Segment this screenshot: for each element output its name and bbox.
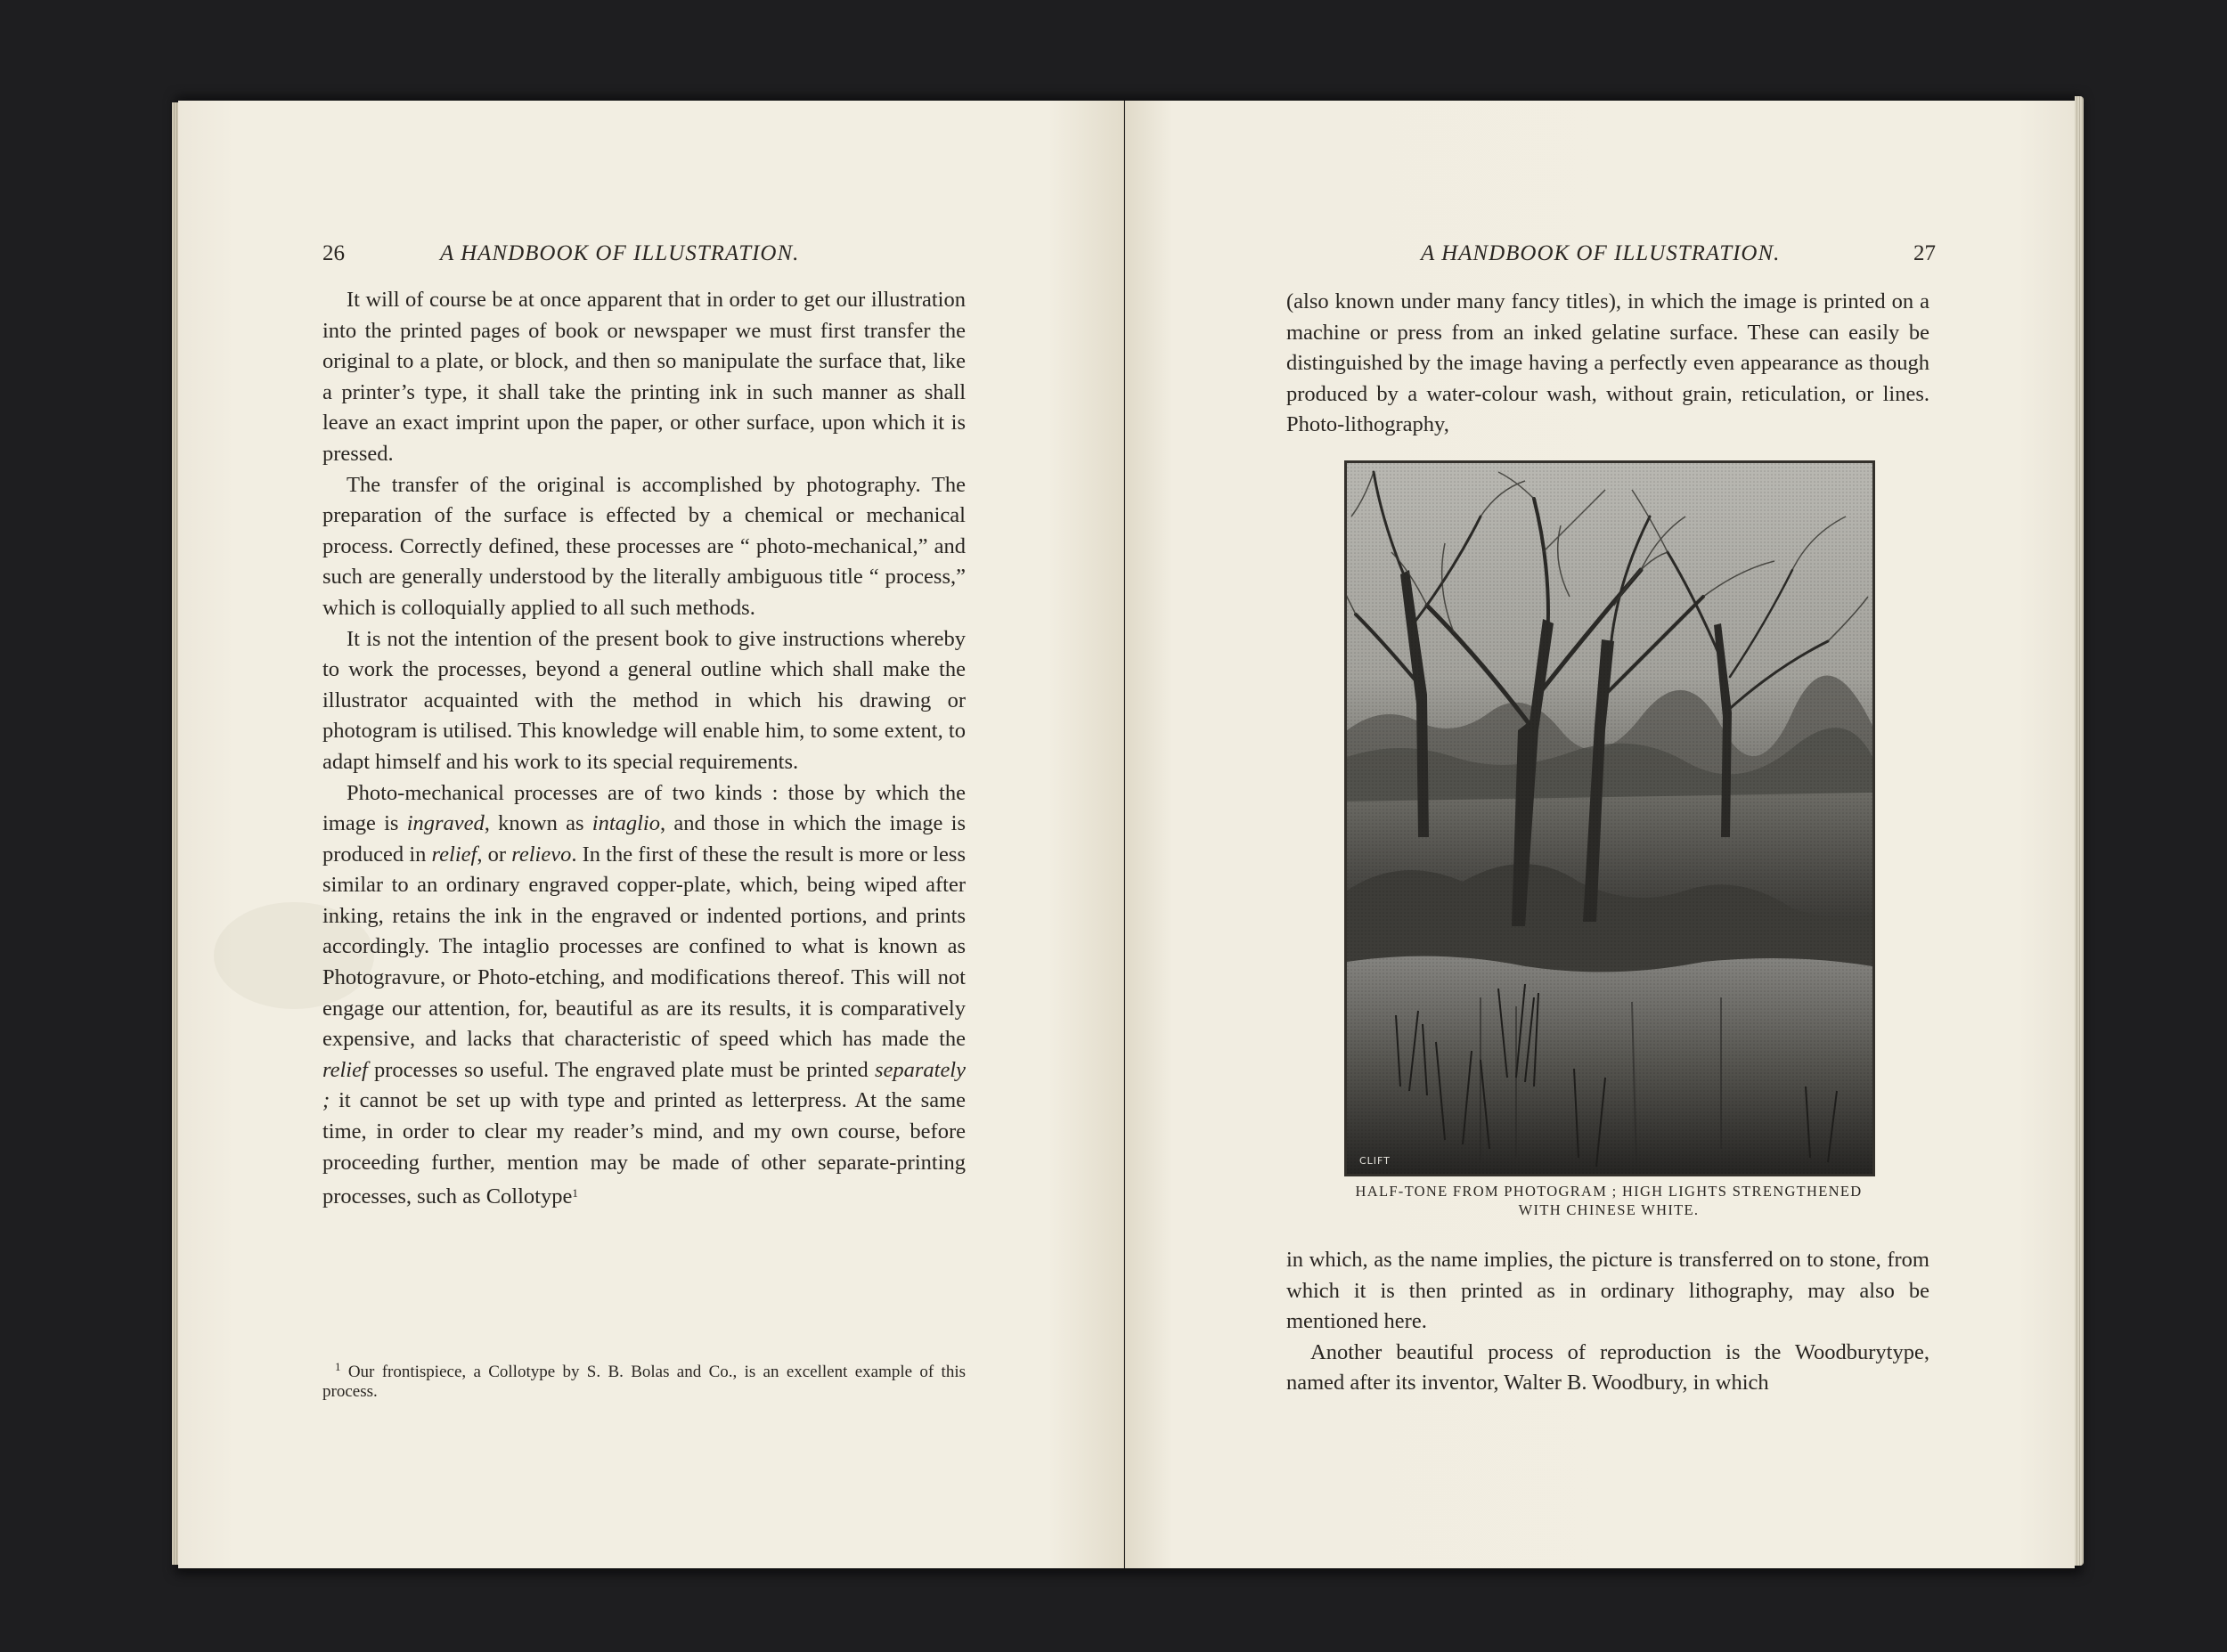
plate-caption [1309, 1182, 1908, 1219]
right-running-title: A HANDBOOK OF ILLUSTRATION. [1421, 241, 1781, 265]
footnote-reference: 1 [572, 1186, 578, 1200]
landscape-trees-pond-image [1347, 463, 1872, 1174]
left-page-number: 26 [322, 241, 345, 265]
left-page-body [322, 285, 966, 1213]
left-running-title: A HANDBOOK OF ILLUSTRATION. [440, 241, 800, 265]
halftone-photograph [1344, 460, 1875, 1176]
right-paragraph-2: in which, as the name implies, the picture is transferred on to stone, from which it is then printed as in ordinary lithography, may also be mentioned here. [1286, 1248, 1929, 1334]
left-paragraph-3: It is not the intention of the present book to give instructions whereby to work the processes, beyond a general outline which shall make the illustrator acquainted with the method in which his drawing or photogram is utilised. This knowledge will enable him, to some extent, to adapt himself and his work to its special requirements. [322, 626, 966, 774]
italic-relief-2: relief [322, 1057, 368, 1082]
right-paragraph-3: Another beautiful process of reproduction is the Woodburytype, named after its inventor, Walter B. Woodbury, in which [1286, 1339, 1929, 1396]
caption-line-1: HALF-TONE FROM PHOTOGRAM ; HIGH LIGHTS STRENGTHENED [1355, 1183, 1863, 1200]
caption-line-2: WITH CHINESE WHITE. [1518, 1201, 1700, 1218]
engraver-signature: CLIFT [1359, 1155, 1391, 1167]
italic-ingraved: ingraved [406, 811, 485, 836]
italic-separately: separately ; [322, 1057, 966, 1113]
left-paragraph-4: Photo-mechanical processes are of two kinds : those by which the image is ingraved, known as intaglio, and those in which the image is produced in relief, or relievo. In the first of these the result is more or less similar to an ordinary engraved copper-plate, which, being wiped after inking, retains the ink in the engraved or indented portions, and prints accordingly. The intaglio processes are confined to what is known as Photogravure, or Photo-etching, and modifications thereof. This will not engage our attention, for, beautiful as are its results, it is comparatively expensive, and lacks that characteristic of speed which has made the relief processes so useful. The engraved plate must be printed separately ; it cannot be set up with type and printed as letterpress. At the same time, in order to clear my reader’s mind, and my own course, before proceeding further, mention may be made of other separate-printing processes, such as Collotype$^1$ [322, 780, 966, 1209]
right-paragraph-top: (also known under many fancy titles), in which the image is printed on a machine or press from an inked gelatine surface. These can easily be distinguished by the image having a perfectly even appearance as though produced by a water-colour wash, without grain, reticulation, or lines. Photo-lithography, [1286, 289, 1929, 437]
left-paragraph-1: It will of course be at once apparent that in order to get our illustration into the printed pages of book or newspaper we must first transfer the original to a plate, or block, and then so manipulate the surface that, like a printer’s type, it shall take the printing ink in such manner as shall leave an exact imprint upon the paper, or other surface, upon which it is pressed. [322, 288, 966, 466]
right-page-edges [2075, 96, 2084, 1566]
right-page-number: 27 [1913, 241, 1936, 265]
footnote-text: Our frontispiece, a Collotype by S. B. Bolas and Co., is an excellent example of this process. [322, 1363, 966, 1401]
italic-relief: relief [431, 842, 477, 867]
right-page-top-text [1286, 287, 1929, 441]
right-page-bottom-text [1286, 1245, 1929, 1399]
italic-relievo: relievo [511, 842, 572, 867]
footnote-mark: 1 [335, 1360, 341, 1373]
italic-intaglio: intaglio [591, 811, 660, 836]
footnote [322, 1357, 966, 1402]
left-paragraph-2: The transfer of the original is accomplished by photography. The preparation of the surface is effected by a chemical or mechanical process. Correctly defined, these processes are “ photo-mechanical,” and such are generally understood by the literally ambiguous title “ process,” which is colloquially applied to all such methods. [322, 472, 966, 620]
